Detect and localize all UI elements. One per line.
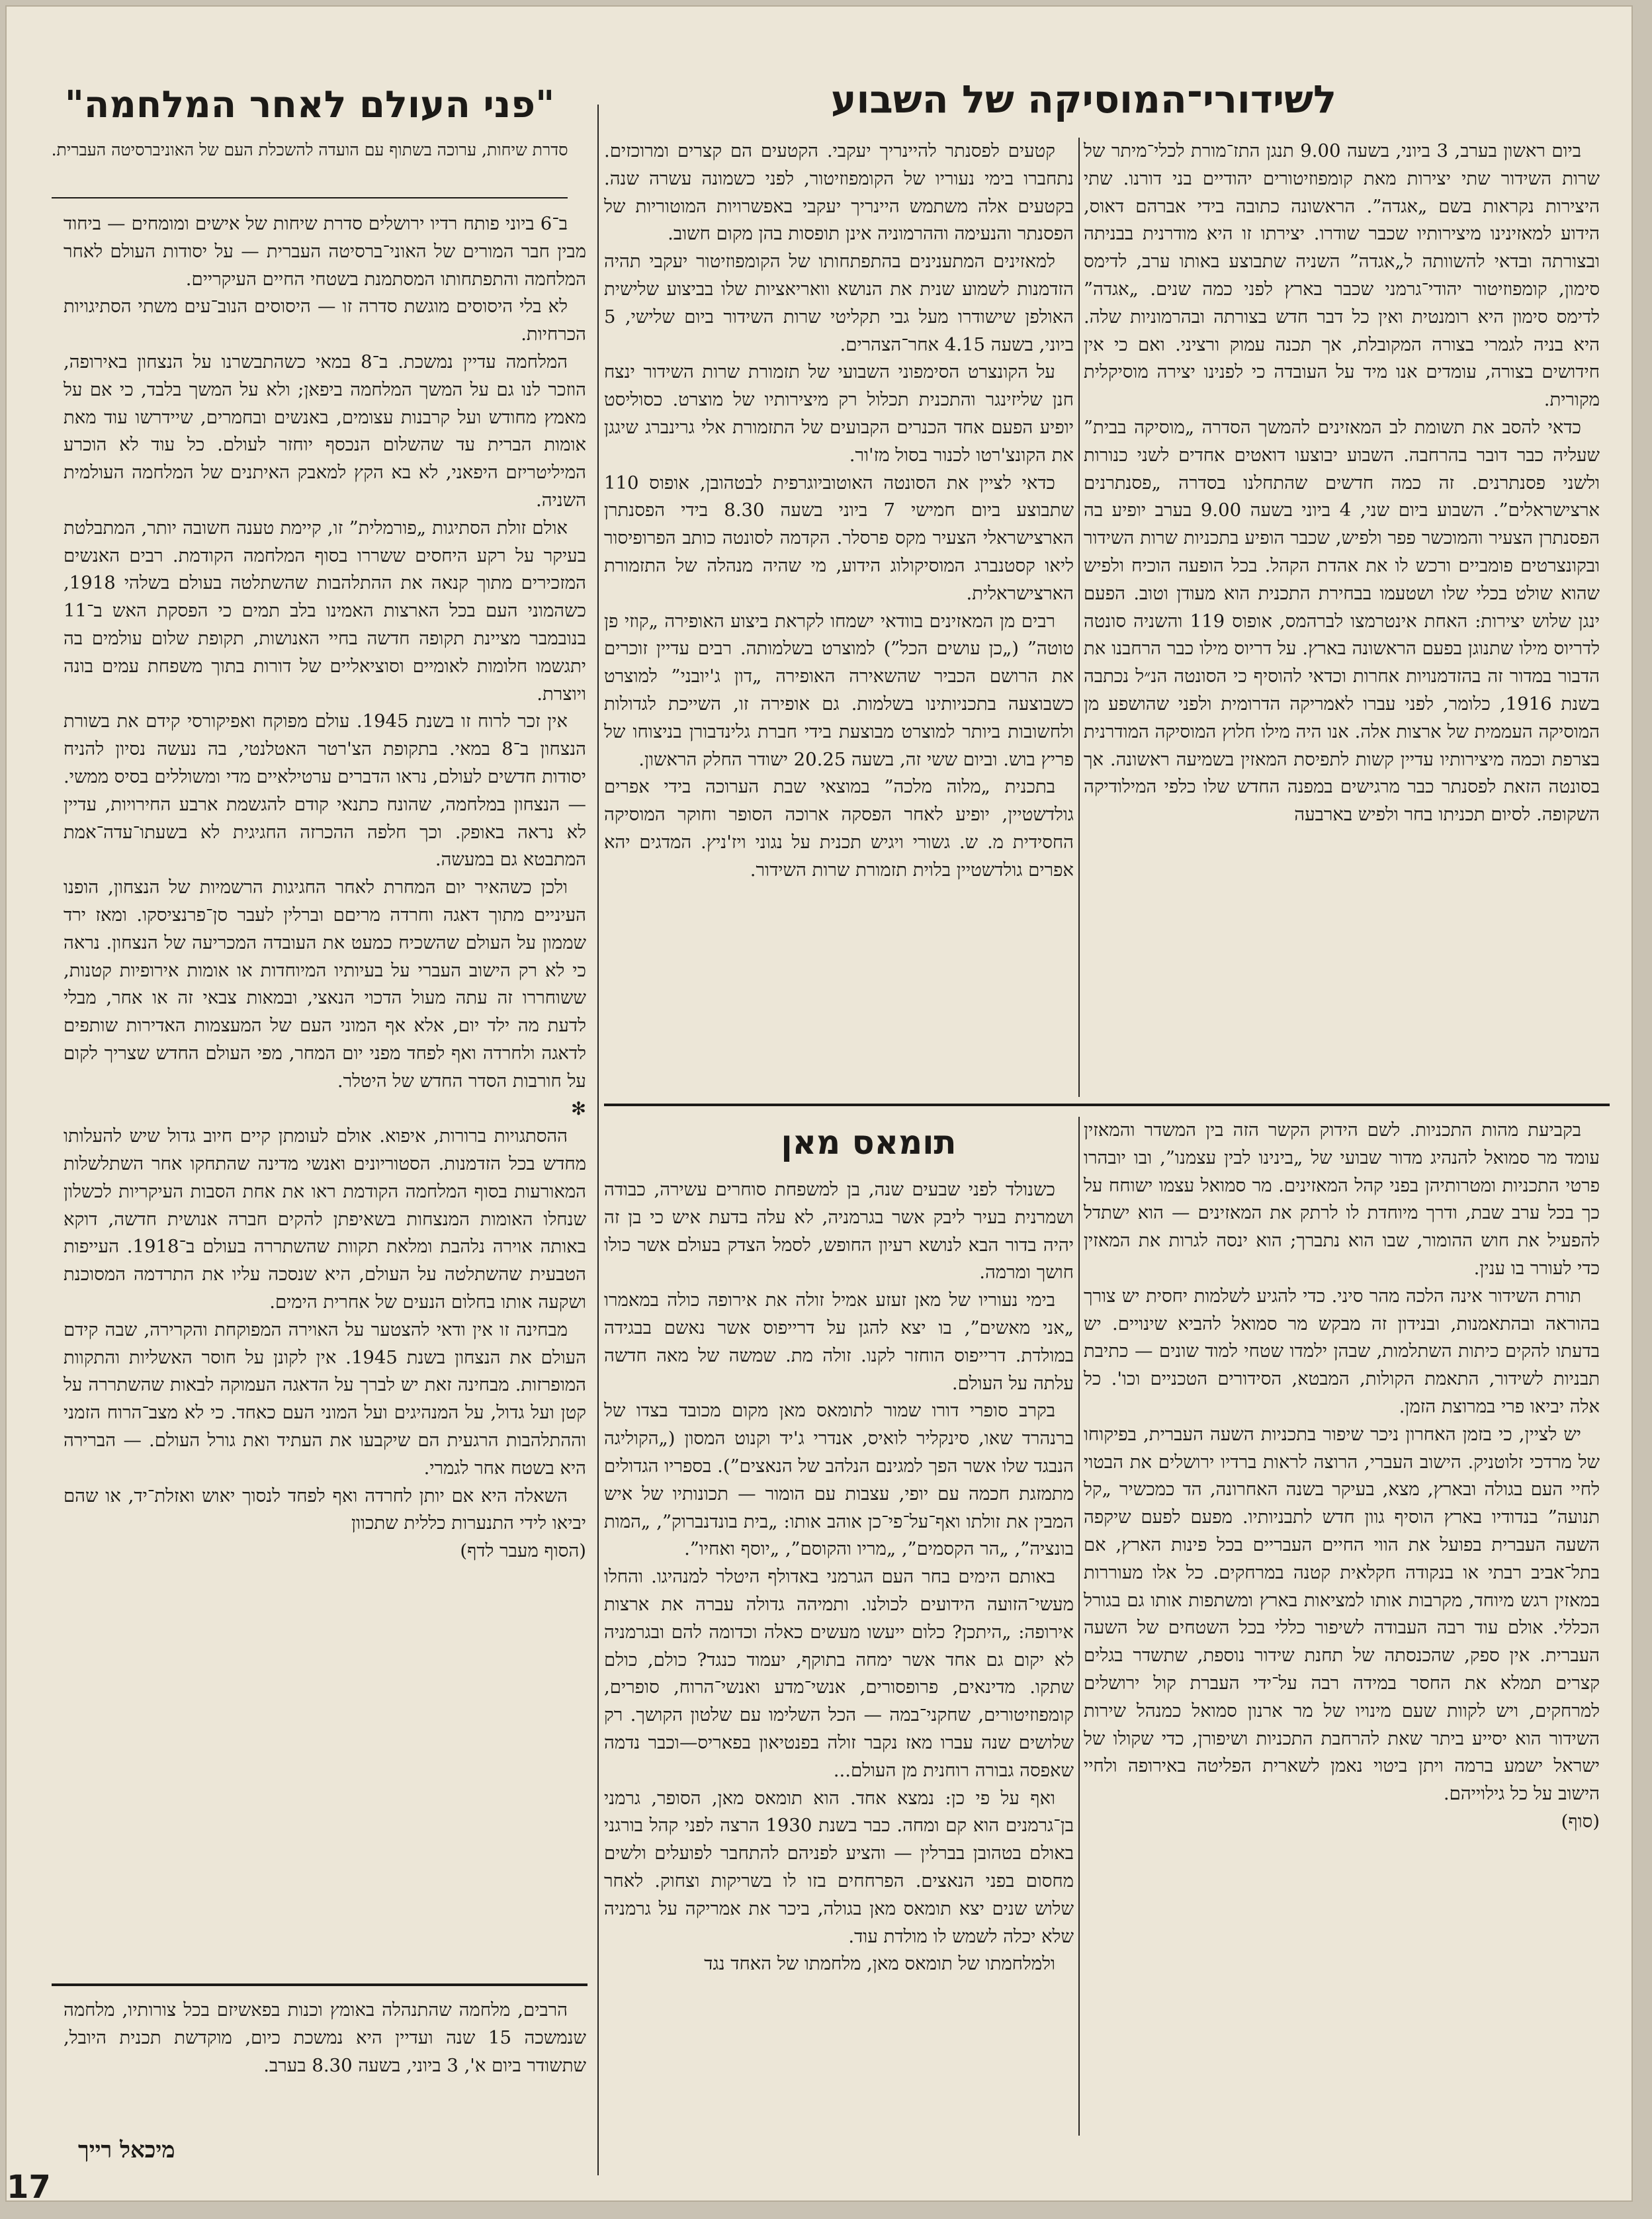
left-paragraph: ב־6 ביוני פותח רדיו ירושלים סדרת שיחות של אישים ומומחים — ביחוד מבין חבר המורים של האוני־ברסיטה העברית — על יסודות העולם לאחר המלחמה והתפתחותו המסתמנת בשטחי החיים העיקריים.	[64, 213, 586, 290]
music-column-right	[1084, 138, 1600, 1090]
left-paragraph: המלחמה עדיין נמשכת. ב־8 במאי כשהתבשרנו על הנצחון באירופה, הוזכר לנו גם על המשך המלחמה ביפאן; ולא על המשך בלבד, כי אם על מאמץ מחודש ועל קרבנות עצומים, באנשים ובחמרים, שיידרשו עוד מאת אומות הברית עד שהשלום הנכסף יוחזר לעולם. כל עוד לא הוכרע המיליטריזם היפאני, לא בא הקץ למאבק האיתנים של המלחמה העולמית השניה.	[64, 351, 586, 511]
subtitle-rule	[52, 197, 568, 198]
newspaper-page	[5, 5, 1633, 2206]
music-column-separator	[1078, 138, 1080, 1097]
music-end-rule	[604, 1104, 1610, 1106]
column-separator	[597, 105, 599, 2175]
mann-column-center	[604, 1176, 1074, 2195]
left-paragraph: לא בלי היסוסים מוגשת סדרה זו — היסוסים הנוב־עים משתי הסתיגויות הכרחיות.	[64, 296, 586, 345]
footer-paragraph: הרבים, מלחמה שהתנהלה באומץ וכנות בפאשיזם בכל צורותיו, מלחמה שנמשכה 15 שנה ועדיין היא נמשכת כיום, מוקדשת תכנית היובל, שתשודר ביום א', 3 ביוני, בשעה 8.30 בערב.	[64, 1999, 586, 2076]
section-star: ✻	[570, 1098, 586, 1119]
end-note: (סוף)	[1561, 1810, 1600, 1832]
music-paragraph: על הקונצרט הסימפוני השבועי של תזמורת שרות השידור ינצח חנן שליזינגר והתכנית תכלול רק מיצירותיו של מוצרט. כסוליסט יופיע הפעם אחד הכנרים הקבועים של התזמורת אלי גרינברג שיגגן את הקונצ'רטו לכנור בסול מז'ור.	[604, 361, 1074, 466]
left-paragraph: השאלה היא אם יותן לחרדה ואף לפחד לנסוך יאוש ואזלת־יד, או שהם יביאו לידי התנערות כללית שתכוון	[64, 1485, 586, 1534]
radio-paragraph: תורת השידור אינה הלכה מהר סיני. כדי להגיע לשלמות יחסית יש צורך בהוראה ובהתאמנות, ובנידון זה מבקש מר סמואל להביא שינויים. יש בדעתו להקים כיתות השתלמות, שבהן ילמדו שטחי למוד שונים — כתיבת תבניות לשידור, התאמת הקולות, המבטא, הסידורים הטכניים וכו'. כל אלה יביאו פרי במרוצת הזמן.	[1084, 1285, 1600, 1417]
left-article-headline: "פני העולם לאחר המלחמה"	[64, 83, 555, 126]
radio-paragraph: יש לציין, כי בזמן האחרון ניכר שיפור בתכניות השעה העברית, בפיקוחו של מרדכי זלוטניק. הישוב העברי, הרוצה לראות ברדיו ירושלים את הבטוי לחיי העם בגולה ובארץ, מצא, בעיקר בשנה האחרונה, הד כמכשיר „קל תנועה” בנדודיו בארץ הוסיף גוון חדש לתבניותיו. מפעם לפעם שיקפה השעה העברית בפועל את הווי החיים העבריים בכל פינות הארץ, אם בתל־אביב רבתי או בנקודה חקלאית קטנה במרחקים. כל אלו מעוררות במאזין רגש מיוחד, מקרבות אותו למציאות בארץ ומשתפות אותו גם בגורל הכללי. אולם עוד רבה העבודה לשיפור כללי בכל השטחים של השעה העברית. אין ספק, שהכנסתה של תחנת שידור נוספת, שתשדר בגלים קצרים תמלא את החסר במידה רבה על־ידי העברת קול ירושלים למרחקים, ויש לקוות שעם מינויו של מר ארנון סמואל כמנהל שירות השידור הוא יסייע ביתר שאת להרחבת התכניות ושיפורן, כדי שקולו של ישראל ישמע ברמה ויתן ביטוי נאמן לשארית הפליטה באירופה ולחיי הישוב על כל גילוייהם.	[1084, 1423, 1600, 1805]
left-footer-rule	[52, 1983, 587, 1986]
left-footer-text	[64, 1997, 586, 2129]
music-paragraph: בתכנית „מלוה מלכה” במוצאי שבת הערוכה בידי אפרים גולדשטיין, יופיע לאחר הפסקה ארוכה הסופר וחוקר המוסיקה החסידית מ. ש. גשורי ויגיש תכנית על נגוני ויז'ניץ. המדגים יהא אפרים גולדשטיין בלוית תזמורת שרות השידור.	[604, 776, 1074, 881]
mann-paragraph: ואף על פי כן: נמצא אחד. הוא תומאס מאן, הסופר, גרמני בן־גרמנים הוא קם ומחה. כבר בשנת 1930 הרצה לפני קהל בורגני באולם בטהובן בברלין — והציע לפניהם להתחבר לפועלים ולשים מחסום בפני הנאצים. הפרחחים בזו לו בשריקות וצחוק. לאחר שלוש שנים יצא תומאס מאן בגולה, ביכר את אמריקה על גרמניה שלא יכלה לשמש לו מולדת עוד.	[604, 1787, 1074, 1947]
music-paragraph: כדאי לציין את הסונטה האוטוביוגרפית לבטהובן, אופוס 110 שתבוצע ביום חמישי 7 ביוני בשעה 8.30 בידי הפסנתרן הארצישראלי הצעיר מקס פרסלר. הקדמה לסונטה כותב הפרופיסור ליאו קסטנברג המוסיקולוג הידוע, מי שהיה מנהלה של התזמורת הארצישראלית.	[604, 472, 1074, 604]
mann-paragraph: באותם הימים בחר העם הגרמני באדולף היטלר למנהיגו. והחלו מעשי־הזועה הידועים לכולנו. ותמיהה גדולה עברה את ארצות אירופה: „היתכן? כלום ייעשו מעשים כאלה וכדומה להם ובגרמניה לא יקום גם אחד אשר ימחה בתוקף, יעמוד כנגד? כולם, כולם שתקו. מדינאים, פרופסורים, אנשי־מדע ואנשי־הרוח, סופרים, קומפוזיטורים, שחקני־במה — הכל השלימו עם שלטון הקושך. רק שלושים שנה עברו מאז נקבר זולה בפנטיאון בפאריס—וכבר נדמה שאפסה גבורה רוחנית מן העולם...	[604, 1566, 1074, 1781]
mann-paragraph: בימי נעוריו של מאן זעזע אמיל זולה את אירופה כולה במאמרו „אני מאשים”, בו יצא להגן על דרייפוס אשר נאשם בבגידה במולדת. דרייפוס הוחזר לקנו. זולה מת. שמשה של מאה חדשה עלתה על העולם.	[604, 1289, 1074, 1394]
mann-paragraph: ולמלחמתו של תומאס מאן, מלחמתו של האחד נגד	[704, 1953, 1055, 1975]
music-paragraph: קטעים לפסנתר להיינריך יעקבי. הקטעים הם קצרים ומרוכזים. נתחברו בימי נעוריו של הקומפוזיטור, לפני כשמונה עשרה שנה. בקטעים אלה משתמש היינריך יעקבי באפשרויות המוטוריות של הפסנתר והנעימה וההרמוניה אינן תופסות בהן מקום חשוב.	[604, 140, 1074, 245]
author-signature: מיכאל רייך	[78, 2137, 175, 2163]
mann-paragraph: כשנולד לפני שבעים שנה, בן למשפחת סוחרים עשירה, כבודה ושמרנית בעיר ליבק אשר בגרמניה, לא עלה בדעת איש כי בן זה יהיה בדור הבא לנושא רעיון החופש, לסמל הצדק בעולם אשר כולו חושך ומרמה.	[604, 1179, 1074, 1284]
music-column-left	[604, 138, 1074, 1090]
radio-paragraph: בקביעת מהות התכניות. לשם הידוק הקשר הזה בין המשדר והמאזין עומד מר סמואל להנהיג מדור שבועי של „בינינו לבין עצמנו”, ובו יובהרו פרטי התכניות ומטרותיהן בפני קהל המאזינים. מר סמואל עצמו ישוחח על כך בכל ערב שבת, ודרך מיוחדת לו לרתק את המאזינים — הוא ישתדל להפעיל את חוש ההומור, שבו הוא נתברך; הוא ינסה לגרות את המאזין כדי לעורר בו ענין.	[1084, 1119, 1600, 1279]
mann-paragraph: בקרב סופרי דורו שמור לתומאס מאן מקום מכובד בצדו של ברנהרד שאו, סינקליר לואיס, אנדרי ג'יד וקנוט המסון („הקוליגה הנבגד שלו אשר הפך למגינם הנלהב של הנאצים”). בספריו הגדולים מתמזגת חכמה עם יופי, עצבות עם הומור — תכונותיו של איש המבין את זולתו ואף־על־פי־כן אוהב אותו: „בית בונדנברוק”, „המות בונציה”, „הר הקסמים”, „מריו והקוסם”, „יוסף ואחיו”.	[604, 1400, 1074, 1560]
mann-article-headline: תומאס מאן	[781, 1123, 957, 1162]
left-paragraph: אין זכר לרוח זו בשנת 1945. עולם מפוקח ואפיקורסי קידם את בשורת הנצחון ב־8 במאי. בתקופת הצ'רטר האטלנטי, בה נעשה נסיון להניח יסודות חדשים לעולם, נראו הדברים ערטילאיים מדי ומשוללים בסיס ממשי. — הנצחון במלחמה, שהונח כתנאי קודם להגשמת ארבע החירויות, עדיין לא נראה באופק. וכך חלפה ההכרזה החגיגית לא בשעתו־עדה־אמת המתבטא גם במעשה.	[64, 711, 586, 871]
left-paragraph: אולם זולת הסתיגות „פורמלית” זו, קיימת טענה חשובה יותר, המתבלטת בעיקר על רקע היחסים ששררו בסוף המלחמה הקודמת. רבים האנשים המזכירים מתוך קנאה את ההתלהבות שהשתלטה בעולם בשלהי 1918, כשהמוני העם בכל הארצות האמינו בלב תמים כי הפסקת האש ב־11 בנובמבר מציינת תקופה חדשה בחיי האנושות, תקופת שלום עולמים בה יתגשמו חלומות לאומיים וסוציאליים של דורות בתוך משפחת עמים בונה ויוצרת.	[64, 517, 586, 705]
radio-column-right	[1084, 1117, 1600, 2129]
left-paragraph: ולכן כשהאיר יום המחרת לאחר החגיגות הרשמיות של הנצחון, הופנו העיניים מתוך דאגה וחרדה מריםם וברלין לעבר סן־פרנציסקו. ומאז ירד שממון על העולם שהשכיח כמעט את העובדה המכריעה של הנצחון. נראה כי לא רק הישוב העברי על בעיותיו המיוחדות או אומות אירופיות קטנות, ששוחררו זה עתה מעול הדכוי הנאצי, ובמאות צבאי זה או אחר, מבלי לדעת מה ילד יום, אלא אף המוני העם של המעצמות האדירות שותפים לדאגה ולחרדה ואף לפחד מפני יום המחר, מפי העולם החדש שצריך לקום על חורבות הסדר החדש של היטלר.	[64, 877, 586, 1092]
music-paragraph: למאזינים המתענינים בהתפתחותו של הקומפוזיטור יעקבי תהיה הזדמנות לשמוע שנית את הנושא וואריאציות שלו בביצוע שלישית האולפן שישודרו מעל גבי תקליטי שרות השידור ביום שלישי, 5 ביוני, בשעה 4.15 אחר־הצהרים.	[604, 251, 1074, 355]
lower-column-separator	[1078, 1117, 1080, 2136]
left-article-subtitle: סדרת שיחות, ערוכה בשתוף עם הועדה להשכלת העם של האוניברסיטה העברית.	[51, 140, 568, 159]
music-paragraph: ביום ראשון בערב, 3 ביוני, בשעה 9.00 תנגן התז־מורת לכלי־מיתר של שרות השידור שתי יצירות מאת קומפוזיטורים יהודיים בני דורנו. שתי היצירות נקראות בשם „אגדה”. הראשונה כתובה בידי אברהם דאוס, הידוע למאזינינו מיצירותיו שכבר שודרו. יצירתו זו היא מודרנית בבניתה ובצורתה ובדאי להשוותה ל„אגדה” השניה שתבוצע באותו ערב, לדימס סימון, קומפוזיטור יהודי־גרמני שכבר בארץ לפני כמה שנים. „אגדה” לדימס סימון היא רומנטית ואין כל דבר חדש בצורתה ובהרמוניות שלה. היא בניה לגמרי בצורה המקובלת, אך תכנה עמוק ורציני. ואם כי אין חידושים בצורה, עומדים אנו מיד על העובדה כי לפנינו יצירה מוסיקלית מקורית.	[1084, 140, 1600, 411]
left-paragraph: ההסתגויות ברורות, איפוא. אולם לעומתן קיים חיוב גדול שיש להעלותו מחדש בכל הזדמנות. הסטוריונים ואנשי מדינה שהתחקו אחר השתלשלות המאורעות בסוף המלחמה הקודמת ראו את אחת הסבות העיקריות לכשלון שנחלו האומות המנצחות בשאיפתן להקים חברה אנושית חדשה, דוקא באותה אוירה נלהבת ומלאת תקוות שהשתררה בעולם ב־1918. העייפות הטבעית שהשתלטה על העולם, היא שנסכה עליו את התרדמה המסוכנת ושקעה אותו בחלום הנעים של אחרית הימים.	[64, 1125, 586, 1313]
continued-note: (הסוף מעבר לדף)	[460, 1540, 586, 1562]
left-paragraph: מבחינה זו אין ודאי להצטער על האוירה המפוקחת והקרירה, שבה קידם העולם את הנצחון בשנת 1945. אין לקונן על חוסר האשליות והתקוות המופרזות. מבחינה זאת יש לברך על הדאגה העמוקה לבאות שהשתררה על קטן ועל גדול, על המנהיגים ועל המוני העם כאחד. כי לא מצב־הרוח הזמני וההתלהבות הרגעית הם שיקבעו את העתיד ואת גורל העולם. — הברירה היא בשטח אחר לגמרי.	[64, 1319, 586, 1479]
music-paragraph: כדאי להסב את תשומת לב המאזינים להמשך הסדרה „מוסיקה בבית” שעליה כבר דובר בהרחבה. השבוע יבוצעו דואטים אחדים לשני כנורות ולשני פסנתרנים. זה כמה חדשים שהתחלנו בסדרה „פסנתרנים ארצישראלים”. השבוע ביום שני, 4 ביוני בשעה 9.00 בערב יופיע בה הפסנתרן הצעיר והמוכשר פפר ולפיש, שכבר הופיע בתכניות שרות השידור ובקונצרטים פומביים ורכש לו את אהדת הקהל. בכל הופעה הוכיח ולפיש שהוא שולט בכלי שלו ושטעמו בבחירת התכנית הוא מעודן וטוב. הפעם ינגן שלוש יצירות: האחת אינטרמצו לברהמס, אופוס 119 והשניה סונטה לדריוס מילו שתנוגן בפעם הראשונה בארץ. על דריוס מילו כבר הרחבנו את הדבור במדור זה בהזדמנויות אחרות וכדאי להוסיף כי הסונטה הנ״ל נכתבה בשנת 1916, כלומר, לפני עברו לאמריקה הדרומית ולפני שהושפע מן המוסיקה העממית של ארצות אלה. אנו היה מילו חלוץ המוסיקה המודרנית בצרפת וכמה מיצירותיו עדיין קשות לתפיסת המאזין בשמיעה ראשונה. אך בסונטה הזאת לפסנתר כבר מרגישים במפנה החדש שלו כלפי המילודיקה השקופה. לסיום תכניתו בחר ולפיש בארבעה	[1084, 416, 1600, 826]
left-article-body	[64, 210, 586, 1970]
music-paragraph: רבים מן המאזינים בוודאי ישמחו לקראת ביצוע האופירה „קוזי פן טוטה” („כן עושים הכל”) למוצרט בשלמותה. רבים עדיין זוכרים את הרושם הכביר שהשאירה האופירה „דון ג'יובני” למוצרט כשבוצעה בתכניותינו בשלמות. גם אופירה זו, השייכת לגדולות ולחשובות ביותר למוצרט מבוצעת בידי חברת גלינדבורן בניצוחו של פריץ בוש. וביום ששי זה, בשעה 20.25 ישודר החלק הראשון.	[604, 610, 1074, 770]
music-article-headline: לשידורי־המוסיקה של השבוע	[830, 77, 1337, 122]
page-number: 17	[7, 2169, 51, 2206]
